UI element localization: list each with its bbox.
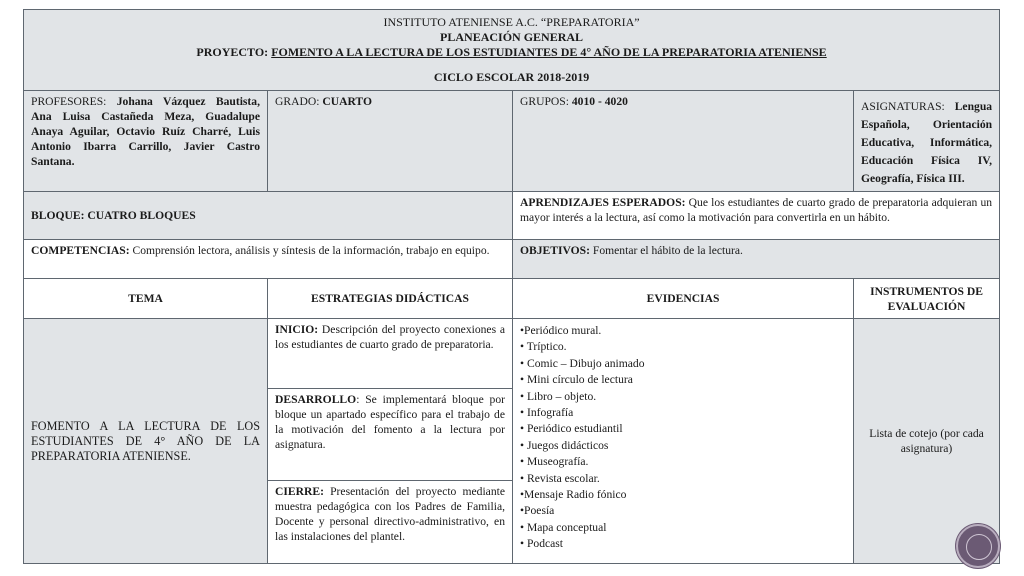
grupos-cell [513,91,854,192]
competencias-label: COMPETENCIAS: [31,244,130,257]
objetivos-cell [513,240,1000,279]
list-item: •Poesía [520,504,555,518]
asignaturas-label: ASIGNATURAS: [861,100,955,113]
objetivos-text: Fomentar el hábito de la lectura. [590,244,743,257]
profesores-cell [24,91,268,192]
list-item: • Comic – Dibujo animado [520,356,645,370]
planning-document [23,9,999,562]
grupos-value: 4010 - 4020 [571,95,628,108]
grado-cell [268,91,513,192]
column-header-instrumentos: INSTRUMENTOS DE EVALUACIÓN [854,279,1000,319]
list-item: • Periódico estudiantil [520,422,623,436]
list-item: • Museografía. [520,455,589,469]
estrategia-desarrollo [268,389,512,481]
list-item: • Mapa conceptual [520,520,607,534]
grado-value: CUARTO [322,95,372,108]
list-item: • Podcast [520,537,564,551]
profesores-label: PROFESORES: [31,95,117,108]
column-header-evidencias: EVIDENCIAS [513,279,854,319]
competencias-cell [24,240,513,279]
list-item: • Tríptico. [520,340,567,354]
estrategia-label: INICIO: [275,323,319,336]
seal-logo [956,524,1000,568]
list-item: • Mini círculo de lectura [520,373,633,387]
column-header-tema: TEMA [24,279,268,319]
estrategia-inicio [268,319,512,389]
list-item: • Juegos didácticos [520,438,609,452]
objetivos-label: OBJETIVOS: [520,244,590,257]
document-header [24,10,1000,91]
list-item: •Periódico mural. [520,324,602,337]
evidencias-list [520,323,846,553]
asignaturas-value: Lengua Española, Orientación Educativa, Informática, Educación Física IV, Geografía, Física III. [861,100,993,185]
tema-cell: FOMENTO A LA LECTURA DE LOS ESTUDIANTES DE 4° AÑO DE LA PREPARATORIA ATENIENSE. [24,319,268,564]
list-item: •Mensaje Radio fónico [520,488,627,502]
profesores-value: Johana Vázquez Bautista, Ana Luisa Castañeda Meza, Guadalupe Anaya Aguilar, Octavio Ruíz Charré, Luis Antonio Ibarra Carrillo, Javier Castro Santana. [31,95,260,168]
evidencias-cell [513,319,854,564]
list-item: • Infografía [520,406,574,420]
institution-name: INSTITUTO ATENIENSE A.C. “PREPARATORIA” [383,15,640,29]
instrumentos-cell: Lista de cotejo (por cada asignatura) [854,319,1000,564]
grado-label: GRADO: [275,95,323,108]
bloque-cell: BLOQUE: CUATRO BLOQUES [24,192,513,240]
seal-ring [966,534,992,560]
estrategia-text: : Se implementará bloque por bloque un apartado específico para el trabajo de la motivación del fomento a la lectura por asignatura. [275,393,505,451]
column-header-estrategias: ESTRATEGIAS DIDÁCTICAS [268,279,513,319]
project-title: PROYECTO: FOMENTO A LA LECTURA DE LOS ESTUDIANTES DE 4° AÑO DE LA PREPARATORIA ATENIENSE [196,45,827,59]
aprendizajes-cell [513,192,1000,240]
asignaturas-cell [854,91,1000,192]
list-item: • Libro – objeto. [520,389,597,403]
school-year: CICLO ESCOLAR 2018-2019 [433,70,590,84]
aprendizajes-text: Que los estudiantes de cuarto grado de preparatoria adquieran un mayor interés a la lectura, así como la motivación para convertirla en un hábito. [520,196,993,224]
list-item: • Revista escolar. [520,471,600,485]
competencias-text: Comprensión lectora, análisis y síntesis de la información, trabajo en equipo. [129,244,490,257]
grupos-label: GRUPOS: [520,95,572,108]
aprendizajes-label: APRENDIZAJES ESPERADOS: [520,196,686,209]
plan-title: PLANEACIÓN GENERAL [440,30,584,44]
estrategia-text: Presentación del proyecto mediante muestra pedagógica con los Padres de Familia, Docente y personal directivo-administrativo, en las instalaciones del plantel. [275,485,505,543]
planning-table [23,9,1000,564]
estrategia-text: Descripción del proyecto conexiones a los estudiantes de cuarto grado de preparatoria. [275,323,505,351]
estrategia-label: CIERRE: [275,485,324,498]
estrategia-cierre [268,481,512,547]
estrategia-label: DESARROLLO [275,393,357,406]
estrategias-cell [268,319,513,564]
